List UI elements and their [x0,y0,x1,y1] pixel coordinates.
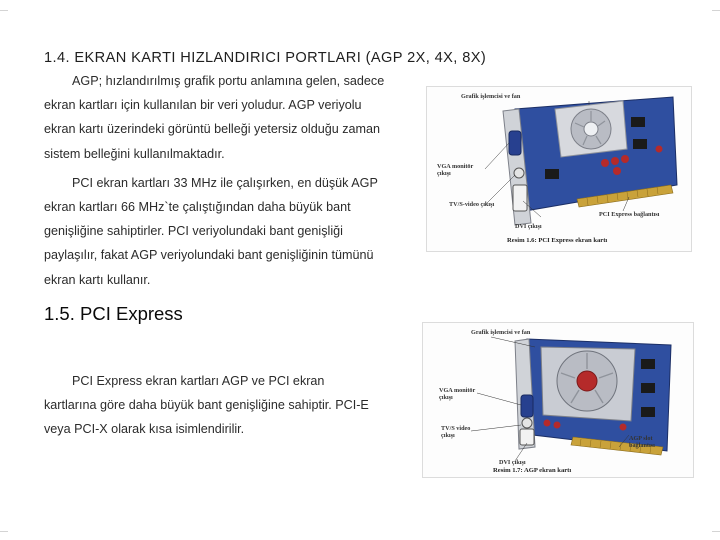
agp-card-figure [422,322,694,478]
text-line: ekran kartı üzerindeki görüntü belleği yetersiz olduğu zaman [44,122,381,137]
label-agp-slot [629,435,655,449]
text-line: genişliğine sahiptirler. PCI veriyolundaki bant genişliği [44,224,343,239]
label-tvs-line1: TV/S video [441,425,471,432]
figure-caption: Resim 1.7: AGP ekran kartı [493,467,572,474]
label-tvs: TV/S-video çıkışı [449,201,495,208]
section-heading: 1.5. PCI Express [44,303,183,324]
label-vga [437,163,473,177]
slide-frame-right [712,10,720,532]
label-tvs [441,425,470,439]
pci-paragraph [44,369,404,442]
slide-frame-left [0,10,8,532]
text-line: paylaşılır, fakat AGP veriyolundaki bant genişliğinin tümünü [44,248,374,263]
text-line: ekran kartları için kullanılan bir veri yoludur. AGP veriyolu [44,98,362,113]
label-vga-line2: çıkışı [439,394,453,401]
text-line: sistem belleğini kullanılmaktadır. [44,146,225,161]
label-dvi: DVI çıkışı [499,459,526,466]
text-line: kartlarına göre daha büyük bant genişliğine sahiptir. PCI-E [44,398,369,413]
label-tvs-line2: çıkışı [441,432,455,439]
text-line: PCI ekran kartları 33 MHz ile çalışırken, en düşük AGP [72,175,378,190]
label-dvi: DVI çıkışı [515,223,542,230]
text-line: ekran kartları 66 MHz`te çalıştığından daha büyük bant [44,200,351,215]
figure-caption: Resim 1.6: PCI Express ekran kartı [507,237,608,244]
text-line: veya PCI-X olarak kısa isimlendirilir. [44,422,245,437]
label-vga-line1: VGA monitör [439,387,476,394]
label-agp-slot-line1: AGP slot [629,435,653,442]
label-vga-line1: VGA monitör [437,163,474,170]
page-title: 1.4. EKRAN KARTI HIZLANDIRICI PORTLARI (AGP 2X, 4X, 8X) [44,50,487,66]
label-vga [439,387,475,401]
label-pcie-slot: PCI Express bağlantısı [599,211,660,218]
agp-paragraph [44,69,424,292]
label-vga-line2: çıkışı [437,170,451,177]
label-gpu-fan: Grafik işlemcisi ve fan [461,93,521,100]
text-line: ekran kartı kullanır. [44,272,151,287]
text-line: PCI Express ekran kartları AGP ve PCI ekran [72,374,325,388]
label-gpu-fan: Grafik işlemcisi ve fan [471,329,531,336]
label-agp-slot-line2: bağlantısı [629,442,655,449]
pcie-card-figure [426,86,692,252]
text-line: AGP; hızlandırılmış grafik portu anlamına gelen, sadece [72,74,385,88]
